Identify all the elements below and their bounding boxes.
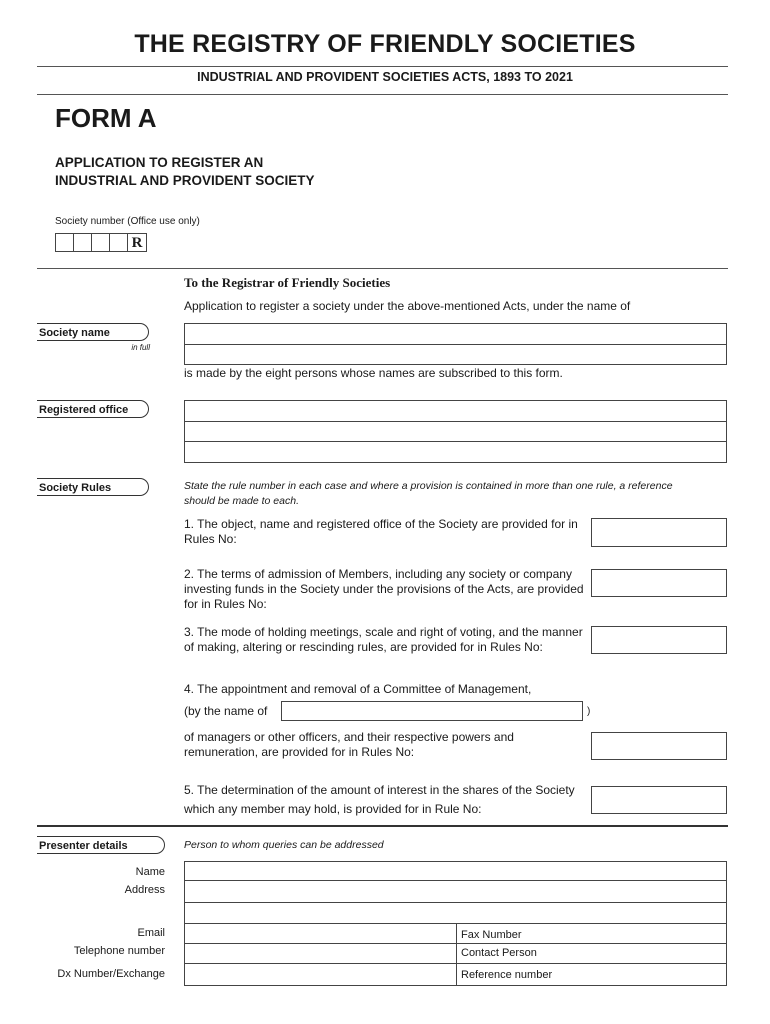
contact-person-field[interactable] [456,943,727,964]
form-title: APPLICATION TO REGISTER AN INDUSTRIAL AND PROVIDENT SOCIETY [55,155,315,188]
acts-subtitle: INDUSTRIAL AND PROVIDENT SOCIETIES ACTS, 1893 TO 2021 [197,70,573,84]
society-name-line-1[interactable] [184,323,727,345]
rule-item-5: 5. The determination of the amount of interest in the shares of the Society which any member may hold, is provided for in Rule No: [184,783,575,816]
reference-number-label: Reference number [461,969,553,981]
society-number-label: Society number (Office use only) [55,216,200,227]
registered-office-line-1[interactable] [184,400,727,422]
registered-office-tab: Registered office [37,400,149,418]
presenter-details-tab: Presenter details [37,836,165,854]
rule-5-answer[interactable] [591,786,727,814]
presenter-divider [37,825,728,827]
fax-label: Fax Number [461,929,522,941]
rule-item-2: 2. The terms of admission of Members, including any society or company investing funds in the Society under the provisions of the Acts, are provided for in Rules No: [184,567,584,611]
in-full-note: in full [131,343,150,352]
header-divider-bottom [37,94,728,95]
dx-field[interactable] [184,963,457,986]
presenter-note: Person to whom queries can be addressed [184,839,384,851]
fax-field[interactable] [456,923,727,944]
section-divider [37,268,728,269]
rule-4-by-name: (by the name of [184,704,268,718]
to-registrar-heading: To the Registrar of Friendly Societies [184,275,391,290]
header-divider-top [37,66,728,67]
rule-4-close-paren: ) [587,706,591,717]
society-number-field[interactable] [55,233,147,252]
rule-item-4-cont: of managers or other officers, and their respective powers and remuneration, are provided for in Rules No: [184,730,514,759]
application-text: Application to register a society under the above-mentioned Acts, under the name of [184,299,631,313]
registry-title: THE REGISTRY OF FRIENDLY SOCIETIES [134,30,636,58]
society-number-digit[interactable] [55,233,74,252]
made-by-text: is made by the eight persons whose names are subscribed to this form. [184,366,563,380]
telephone-label: Telephone number [73,945,165,957]
rule-item-3: 3. The mode of holding meetings, scale and right of voting, and the manner of making, altering or rescinding rules, are provided for in Rules No: [184,625,583,654]
presenter-name-field[interactable] [184,861,727,881]
society-name-line-2[interactable] [184,344,727,365]
rule-item-4: 4. The appointment and removal of a Committee of Management, [184,682,532,696]
registered-office-line-3[interactable] [184,441,727,463]
name-label: Name [135,866,165,878]
telephone-field[interactable] [184,943,457,964]
society-number-digit[interactable] [109,233,128,252]
society-number-digit[interactable] [91,233,110,252]
society-number-digit[interactable] [73,233,92,252]
society-number-suffix: R [127,233,147,252]
address-label: Address [124,884,165,896]
reference-number-field[interactable] [456,963,727,986]
rule-2-answer[interactable] [591,569,727,597]
rule-item-1: 1. The object, name and registered office of the Society are provided for in Rules No: [184,517,578,546]
email-label: Email [137,927,165,939]
committee-name-input[interactable] [281,701,583,721]
registered-office-line-2[interactable] [184,421,727,442]
dx-label: Dx Number/Exchange [57,968,165,980]
rule-3-answer[interactable] [591,626,727,654]
society-name-tab: Society name [37,323,149,341]
rules-instruction: State the rule number in each case and where a provision is contained in more than one rule, a reference should be made to each. [184,480,673,507]
rule-4-answer[interactable] [591,732,727,760]
contact-person-label: Contact Person [461,947,537,959]
form-name: FORM A [55,103,157,133]
society-rules-tab: Society Rules [37,478,149,496]
rule-1-answer[interactable] [591,518,727,547]
presenter-address-field-2[interactable] [184,902,727,924]
email-field[interactable] [184,923,457,944]
presenter-address-field[interactable] [184,880,727,903]
